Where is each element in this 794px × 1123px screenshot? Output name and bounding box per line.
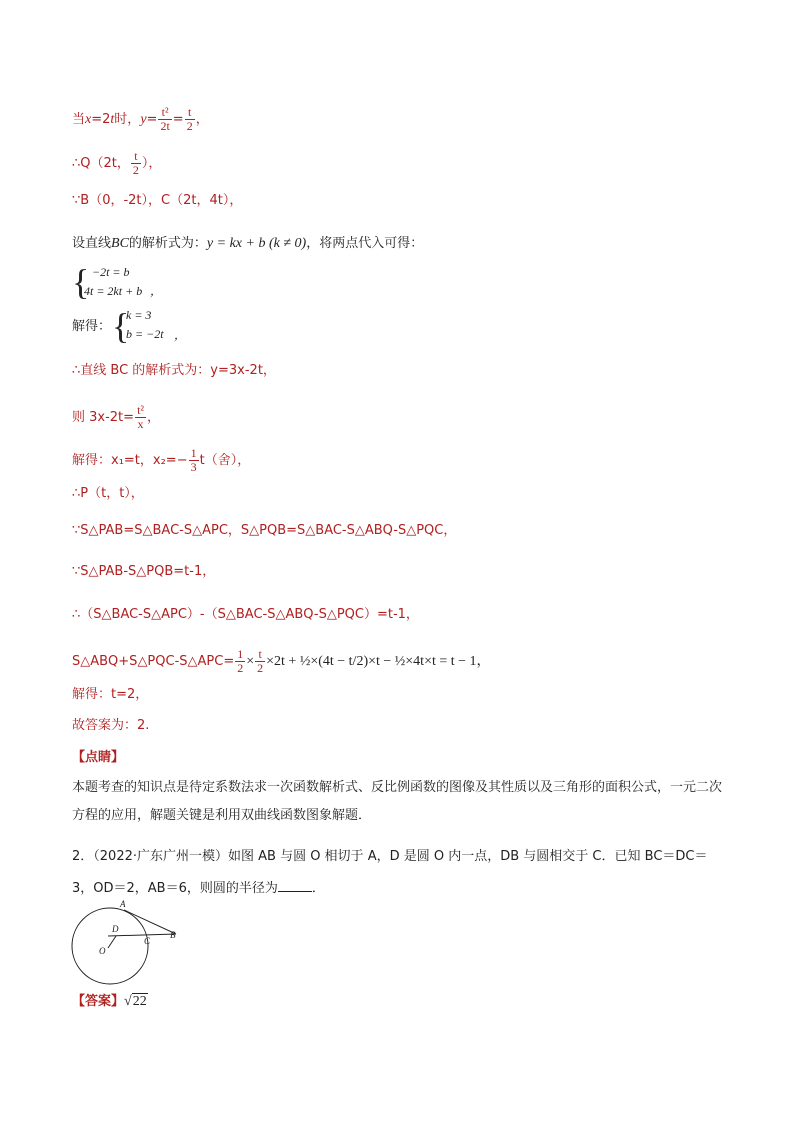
answer-value: √22	[124, 994, 147, 1009]
line-3: ∵B（0，-2t），C（2t，4t），	[72, 193, 243, 208]
text: =2	[91, 112, 111, 127]
fraction: $\frac{1}{2}$	[237, 647, 244, 675]
text: =	[146, 112, 158, 127]
dianjing-body: 本题考查的知识点是待定系数法求一次函数解析式、反比例函数的图像及其性质以及三角形的面积公式，一元二次方程的应用，解题关键是利用双曲线函数图象解题．	[72, 780, 723, 823]
label-o: O	[99, 946, 106, 956]
line-10: ∴P（t，t），	[72, 486, 144, 501]
tangent-ab	[124, 910, 176, 934]
text: ∴Q（2t，	[72, 156, 130, 171]
text: 当	[72, 112, 86, 127]
fraction: $\frac{t}{2}$	[132, 149, 139, 177]
answer-line	[72, 993, 148, 1011]
line-9: 解得：x₁=t，x₂=− $\frac{1}{3}$ t（舍），	[72, 446, 251, 474]
question-2-line-1: 2．（2022·广东广州一模）如图 AB 与圆 O 相切于 A，D 是圆 O 内一点，DB 与圆相交于 C．已知 BC＝DC＝	[72, 849, 708, 864]
text: 时，	[114, 112, 141, 127]
segment-db	[108, 934, 176, 936]
line-2	[72, 150, 161, 177]
line-15: 解得：t=2，	[72, 687, 149, 702]
line-1	[72, 106, 209, 133]
var: x	[85, 112, 92, 127]
line-12: ∵S△PAB-S△PQB=t-1，	[72, 564, 216, 579]
segment-od	[108, 936, 116, 948]
line-16: 故答案为：2.	[72, 718, 150, 733]
label-c: C	[144, 936, 151, 946]
fraction: $\frac{t}{2}$	[186, 105, 193, 133]
circle-o	[72, 908, 148, 984]
fraction: $\frac{\text{t²}}{2t}$	[160, 105, 170, 133]
line-13: ∴（S△BAC-S△APC）-（S△BAC-S△ABQ-S△PQC）=t-1，	[72, 607, 419, 622]
text: =	[172, 112, 184, 127]
label-a: A	[120, 899, 126, 909]
var: t	[110, 112, 115, 127]
fraction: $\frac{\text{t²}}{x}$	[137, 403, 144, 431]
answer-header: 【答案】	[72, 994, 125, 1009]
text: ，	[195, 112, 209, 127]
answer-blank[interactable]	[278, 877, 312, 892]
line-14: S△ABQ+S△PQC-S△APC= $\frac{1}{2}$ × $\frac{t}{2}$ ×2t + ½×(4t − t/2)×t − ½×4t×t = t − 1，	[72, 647, 491, 675]
circle-tangent-figure	[64, 896, 204, 996]
fraction: $\frac{1}{3}$	[190, 446, 197, 474]
question-2-line-2: 3，OD＝2，AB＝6，则圆的半径为 ．	[72, 877, 325, 898]
formula: y = kx + b (k ≠ 0)	[206, 236, 307, 251]
line-11: ∵S△PAB=S△BAC-S△APC，S△PQB=S△BAC-S△ABQ-S△PQC，	[72, 523, 457, 538]
line-4: 设直线BC的解析式为：y = kx + b (k ≠ 0)，将两点代入可得：	[72, 236, 424, 251]
dianjing-header: 【点睛】	[72, 750, 125, 765]
var: y	[140, 112, 147, 127]
fraction: $\frac{t}{2}$	[257, 647, 264, 675]
text: ），	[141, 156, 162, 171]
label-d: D	[112, 924, 119, 934]
line-7: ∴直线 BC 的解析式为：y=3x-2t，	[72, 363, 276, 378]
label-b: B	[170, 930, 176, 940]
line-8: 则 3x-2t= $\frac{\text{t²}}{x}$ ，	[72, 403, 161, 431]
